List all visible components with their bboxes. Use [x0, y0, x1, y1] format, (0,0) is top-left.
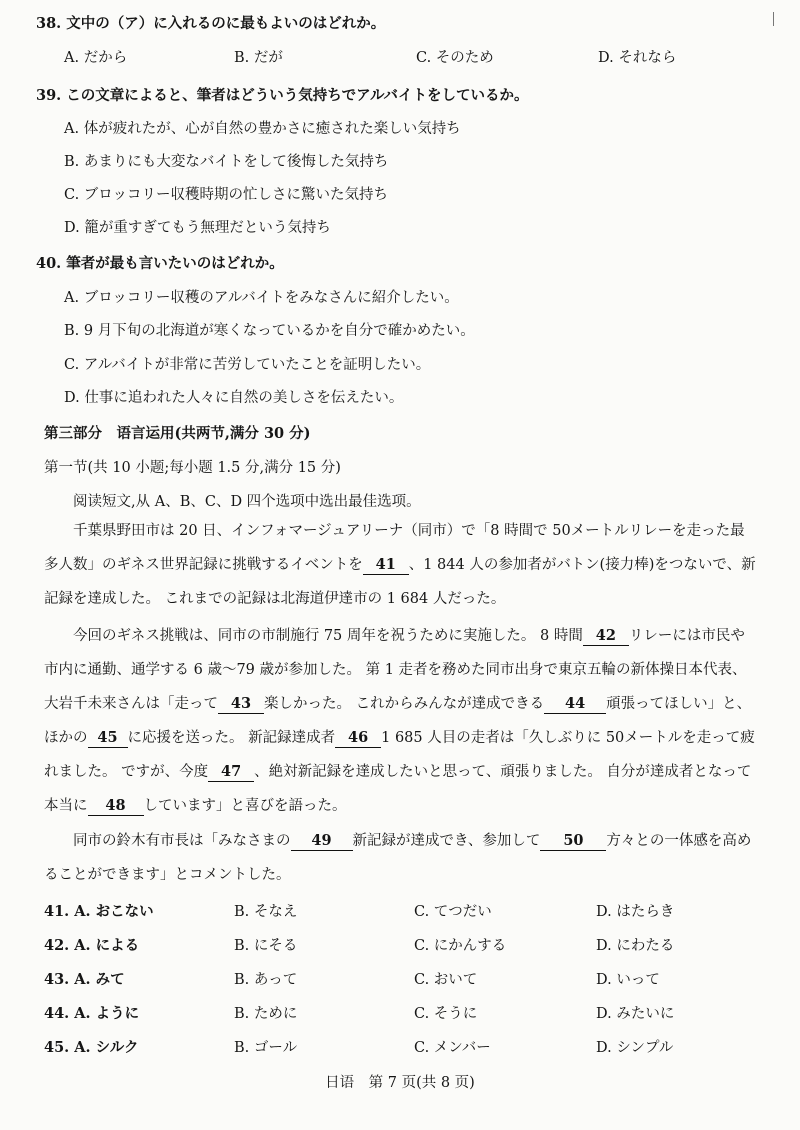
q40-option-d: D. 仕事に追われた人々に自然の美しさを伝えたい。	[64, 390, 404, 406]
q41-option-b: B. そなえ	[234, 904, 298, 920]
q44-option-a: 44. A. ように	[44, 1005, 140, 1022]
q45-option-b: B. ゴール	[234, 1040, 298, 1056]
q43-option-d: D. いって	[596, 972, 660, 988]
q44-option-b: B. ために	[234, 1006, 298, 1022]
q45-option-d: D. シンプル	[596, 1040, 674, 1056]
question-38-stem: 38. 文中の（ア）に入れるのに最もよいのはどれか。	[36, 15, 386, 32]
section-part-heading: 第三部分 语言运用(共两节,满分 30 分)	[44, 425, 311, 442]
passage-text: しています」と喜びを語った。	[143, 798, 347, 814]
q41-option-d: D. はたらき	[596, 904, 675, 920]
q44-option-d: D. みたいに	[596, 1006, 675, 1022]
blank-47: 47	[208, 763, 254, 782]
passage-text: 今回のギネス挑戦は、同市の市制施行 75 周年を祝うために実施した。 8 時間	[73, 628, 583, 644]
q43-option-a: 43. A. みて	[44, 971, 125, 988]
question-44-row	[44, 1002, 764, 1024]
passage-text: 楽しかった。 これからみんなが達成できる	[264, 696, 545, 712]
question-43-row	[44, 968, 764, 990]
q42-option-a: 42. A. による	[44, 937, 140, 954]
question-40-stem: 40. 筆者が最も言いたいのはどれか。	[36, 255, 284, 272]
passage-text: 千葉県野田市は 20 日、インフォマージュアリーナ（同市）で「8 時間で 50メートルリレーを走った最多人数」のギネス世界記録に挑戦するイベントを	[44, 523, 745, 573]
passage-text: に応援を送った。 新記録達成者	[127, 730, 336, 746]
blank-44: 44	[544, 695, 606, 714]
q45-option-a: 45. A. シルク	[44, 1039, 139, 1056]
passage-text: 新記録が達成でき、参加して	[352, 833, 541, 849]
blank-49: 49	[291, 832, 353, 851]
question-38-options	[64, 46, 764, 68]
q40-option-a: A. ブロッコリー収穫のアルバイトをみなさんに紹介したい。	[64, 290, 459, 306]
q42-option-b: B. にそる	[234, 938, 298, 954]
passage-text: リレーには市民や市内に通勤、通学する 6 歳～79 歳が参加した。 第 1 走者を務めた同市出身で東京五輪の新体操日本代表、大岩千未来さんは「走って	[44, 628, 747, 712]
passage-text: 方々との一体感を高めることができます」とコメントした。	[44, 833, 752, 883]
q40-option-b: B. 9 月下旬の北海道が寒くなっているかを自分で確かめたい。	[64, 323, 475, 339]
passage-paragraph-2	[44, 619, 756, 823]
question-41-row	[44, 900, 764, 922]
passage-text: 、絶対新記録を達成したいと思って、頑張りました。 自分が達成者となって本当に	[44, 764, 752, 814]
q44-option-c: C. そうに	[414, 1006, 478, 1022]
q39-option-d: D. 籠が重すぎてもう無理だという気持ち	[64, 220, 331, 236]
q39-option-b: B. あまりにも大変なバイトをして後悔した気持ち	[64, 154, 389, 170]
q43-option-c: C. おいて	[414, 972, 478, 988]
q39-option-a: A. 体が疲れたが、心が自然の豊かさに癒された楽しい気持ち	[64, 121, 461, 137]
q39-option-c: C. ブロッコリー収穫時期の忙しさに驚いた気持ち	[64, 187, 389, 203]
q43-option-b: B. あって	[234, 972, 298, 988]
q42-option-d: D. にわたる	[596, 938, 675, 954]
passage-text: 、1 844 人の参加者がバトン(接力棒)をつないで、新記録を達成した。 これまでの記録は北海道伊達市の 1 684 人だった。	[44, 557, 756, 607]
q41-option-a: 41. A. おこない	[44, 903, 154, 920]
section-instruction: 阅读短文,从 A、B、C、D 四个选项中选出最佳选项。	[73, 494, 421, 510]
blank-41: 41	[363, 556, 409, 575]
passage-paragraph-3	[44, 824, 756, 892]
q45-option-c: C. メンバー	[414, 1040, 491, 1056]
page-footer: 日语 第 7 页(共 8 页)	[325, 1075, 475, 1091]
section-sub-heading: 第一节(共 10 小题;每小题 1.5 分,满分 15 分)	[44, 460, 341, 476]
blank-45: 45	[88, 729, 128, 748]
passage-text: 頑張ってほしい」と、ほかの	[44, 696, 752, 746]
q38-option-c: C. そのため	[416, 50, 494, 66]
blank-42: 42	[583, 627, 629, 646]
question-42-row	[44, 934, 764, 956]
blank-46: 46	[335, 729, 381, 748]
q42-option-c: C. にかんする	[414, 938, 507, 954]
q41-option-c: C. てつだい	[414, 904, 492, 920]
scan-mark	[773, 12, 774, 26]
q38-option-a: A. だから	[64, 50, 128, 66]
blank-43: 43	[218, 695, 264, 714]
question-45-row	[44, 1036, 764, 1058]
q38-option-b: B. だが	[234, 50, 283, 66]
q38-option-d: D. それなら	[598, 50, 677, 66]
blank-48: 48	[88, 797, 144, 816]
blank-50: 50	[540, 832, 606, 851]
passage-text: 同市の鈴木有市長は「みなさまの	[73, 833, 291, 849]
q40-option-c: C. アルバイトが非常に苦労していたことを証明したい。	[64, 357, 431, 373]
question-39-stem: 39. この文章によると、筆者はどういう気持ちでアルバイトをしているか。	[36, 87, 529, 104]
passage-paragraph-1	[44, 514, 756, 616]
passage-text: 1 685 人目の走者は「久しぶりに 50メートルを走って疲れました。 ですが、今度	[44, 730, 755, 780]
